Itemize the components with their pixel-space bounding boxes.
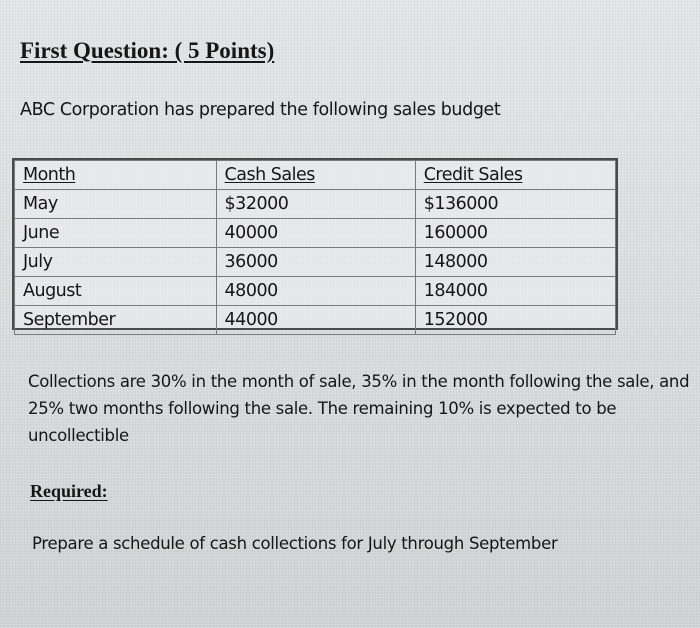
table-row <box>15 306 616 335</box>
cash-sales-cell: 44000 <box>216 306 415 335</box>
credit-sales-cell: $136000 <box>415 190 615 219</box>
sales-budget-table <box>12 158 618 330</box>
credit-sales-cell: 152000 <box>415 306 615 335</box>
month-cell: September <box>15 306 217 335</box>
credit-sales-cell: 148000 <box>415 248 615 277</box>
collections-text: Collections are 30% in the month of sale, 35% in the month following the sale, and 25% two months following the sale. The remaining 10% is expected to be uncollectible <box>28 372 690 445</box>
task-text: Prepare a schedule of cash collections for July through September <box>32 534 558 553</box>
cash-sales-cell: 48000 <box>216 277 415 306</box>
credit-sales-cell: 184000 <box>415 277 615 306</box>
intro-text: ABC Corporation has prepared the following sales budget <box>20 100 501 120</box>
table-row <box>15 219 616 248</box>
credit-sales-cell: 160000 <box>415 219 615 248</box>
header-month: Month <box>15 161 217 190</box>
header-cash-sales: Cash Sales <box>216 161 415 190</box>
month-cell: July <box>15 248 217 277</box>
table-row <box>15 190 616 219</box>
cash-sales-cell: $32000 <box>216 190 415 219</box>
month-cell: August <box>15 277 217 306</box>
header-credit-sales: Credit Sales <box>415 161 615 190</box>
month-cell: May <box>15 190 217 219</box>
table-row <box>15 248 616 277</box>
cash-sales-cell: 36000 <box>216 248 415 277</box>
question-title: First Question: ( 5 Points) <box>20 38 275 63</box>
cash-sales-cell: 40000 <box>216 219 415 248</box>
table-header-row <box>15 161 616 190</box>
table-row <box>15 277 616 306</box>
month-cell: June <box>15 219 217 248</box>
required-label: Required: <box>30 481 108 501</box>
